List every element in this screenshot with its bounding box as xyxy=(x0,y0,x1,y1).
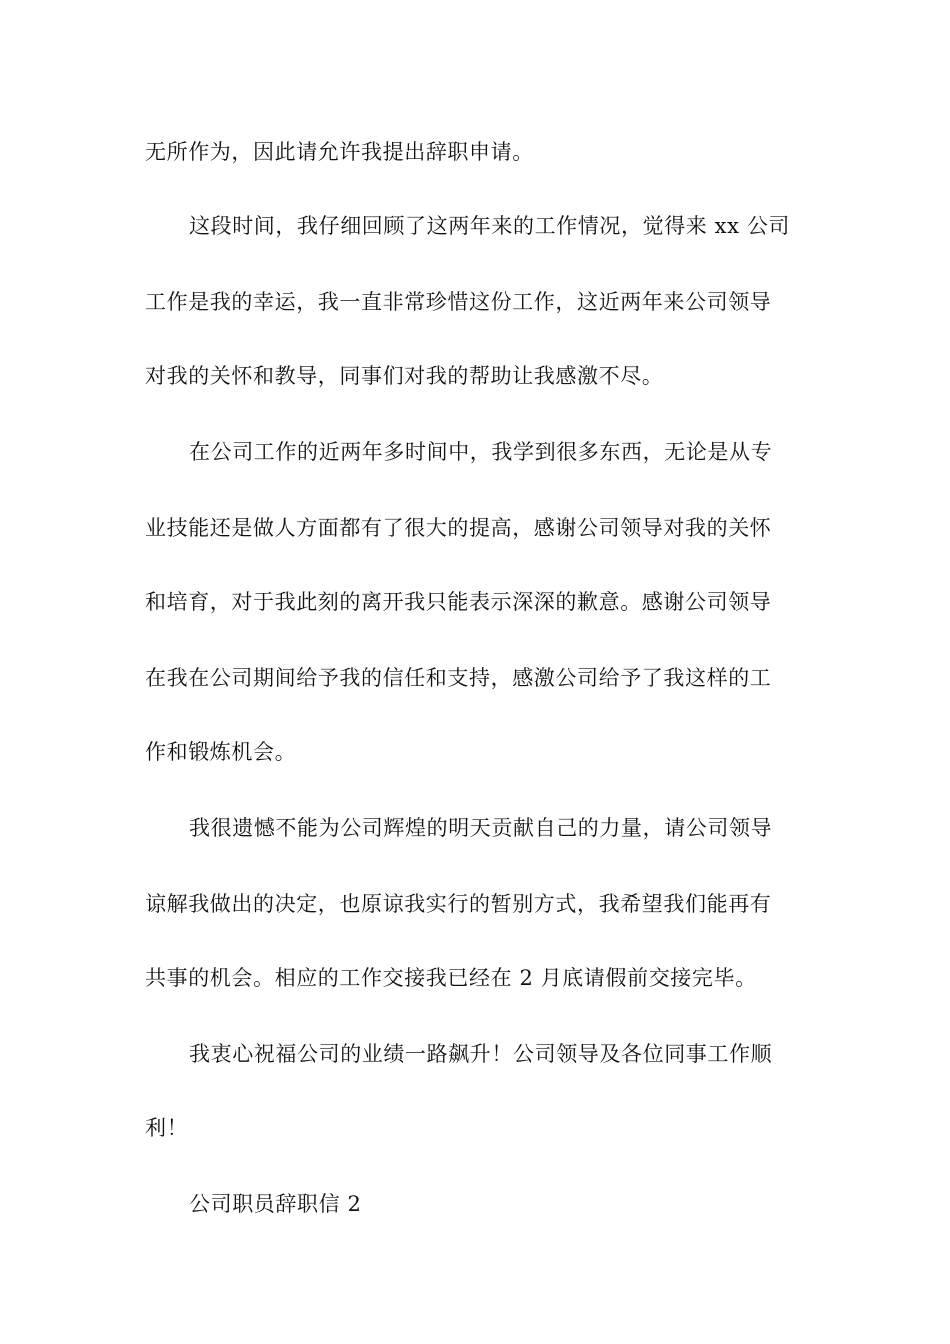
text-line: 作和锻炼机会。 xyxy=(145,740,297,764)
text-line: 对我的关怀和教导，同事们对我的帮助让我感激不尽。 xyxy=(145,364,664,388)
paragraph-first-line: 这段时间，我仔细回顾了这两年来的工作情况，觉得来 xx 公司 xyxy=(189,214,791,238)
text-line: 业技能还是做人方面都有了很大的提高，感谢公司领导对我的关怀 xyxy=(145,516,772,540)
text-line: 无所作为，因此请允许我提出辞职申请。 xyxy=(145,140,534,164)
paragraph-first-line: 我衷心祝福公司的业绩一路飙升！公司领导及各位同事工作顺 xyxy=(189,1042,773,1066)
text-line: 利！ xyxy=(145,1116,189,1140)
section-heading: 公司职员辞职信 2 xyxy=(189,1192,362,1216)
text-line: 在我在公司期间给予我的信任和支持，感激公司给予了我这样的工 xyxy=(145,666,772,690)
paragraph-first-line: 在公司工作的近两年多时间中，我学到很多东西，无论是从专 xyxy=(189,440,773,464)
paragraph-first-line: 我很遗憾不能为公司辉煌的明天贡献自己的力量，请公司领导 xyxy=(189,816,773,840)
text-line: 工作是我的幸运，我一直非常珍惜这份工作，这近两年来公司领导 xyxy=(145,290,772,314)
text-line: 谅解我做出的决定，也原谅我实行的暂别方式，我希望我们能再有 xyxy=(145,892,772,916)
text-line: 和培育，对于我此刻的离开我只能表示深深的歉意。感谢公司领导 xyxy=(145,590,772,614)
text-line: 共事的机会。相应的工作交接我已经在 2 月底请假前交接完毕。 xyxy=(145,966,757,990)
